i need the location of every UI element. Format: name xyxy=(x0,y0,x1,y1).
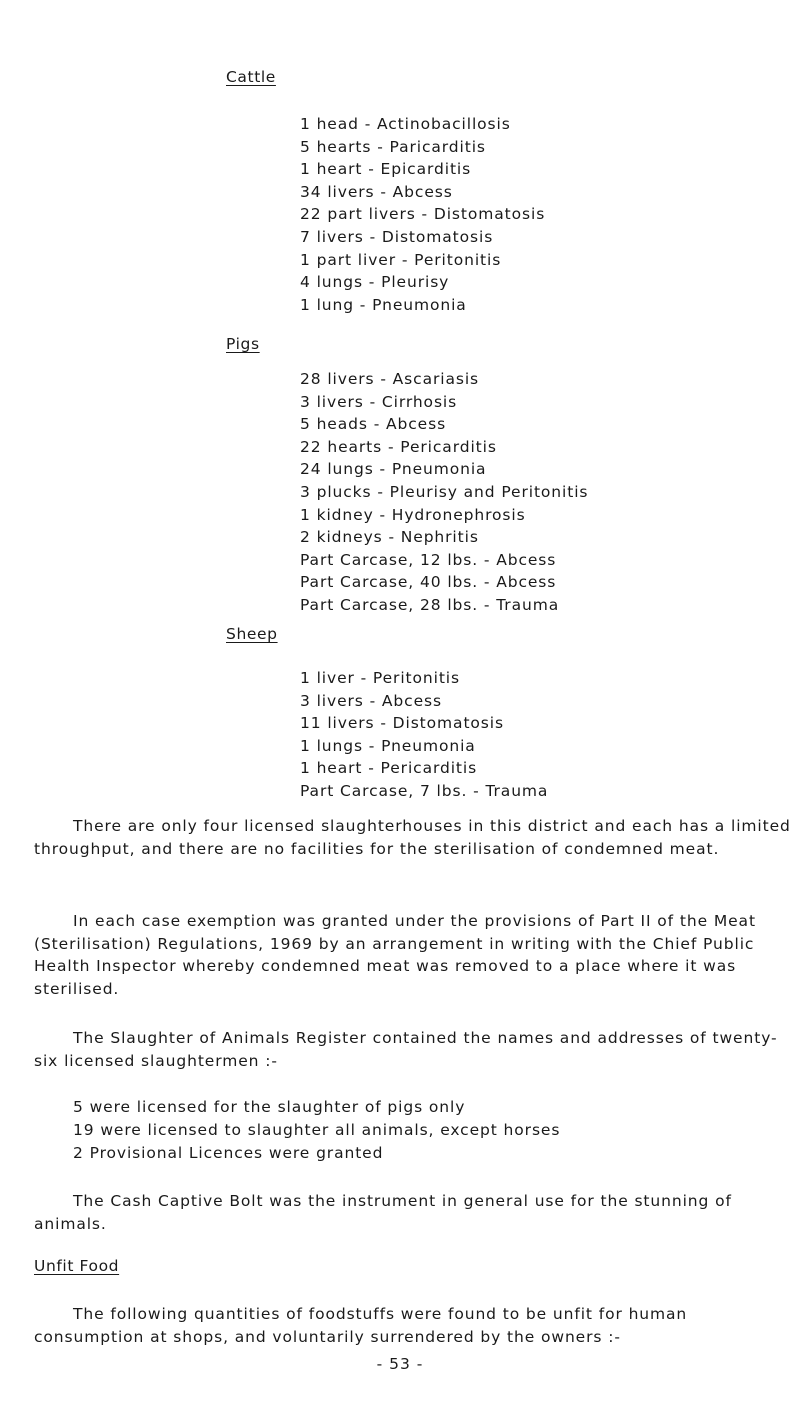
list-item: 3 plucks - Pleurisy and Peritonitis xyxy=(300,482,589,501)
list-item: 1 head - Actinobacillosis xyxy=(300,115,511,133)
page-number: - 53 - xyxy=(376,1355,424,1373)
list-item: 2 Provisional Licences were granted xyxy=(73,1144,384,1162)
list-item: 5 heads - Abcess xyxy=(300,415,447,434)
list-item: 1 kidney - Hydronephrosis xyxy=(300,505,526,524)
unfit-food-heading: Unfit Food xyxy=(34,1257,120,1275)
pigs-list xyxy=(300,368,588,617)
list-item: Part Carcase, 12 lbs. - Abcess xyxy=(300,550,557,569)
list-item: 1 part liver - Peritonitis xyxy=(300,250,502,269)
list-item: 1 liver - Peritonitis xyxy=(300,669,460,687)
list-item: 7 livers - Distomatosis xyxy=(300,227,494,246)
list-item: 28 livers - Ascariasis xyxy=(300,370,480,388)
list-item: 24 lungs - Pneumonia xyxy=(300,460,487,479)
list-item: Part Carcase, 28 lbs. - Trauma xyxy=(300,595,560,614)
pigs-heading: Pigs xyxy=(226,335,260,353)
list-item: 1 heart - Pericarditis xyxy=(300,759,478,778)
list-item: 34 livers - Abcess xyxy=(300,182,453,201)
list-item: 1 lung - Pneumonia xyxy=(300,295,467,314)
cattle-heading: Cattle xyxy=(226,68,276,86)
captive-bolt-paragraph: The Cash Captive Bolt was the instrument in general use for the stunning of animals. xyxy=(34,1192,732,1233)
list-item: 2 kidneys - Nephritis xyxy=(300,528,479,547)
exemption-paragraph: In each case exemption was granted under the provisions of Part II of the Meat (Sterilisation) Regulations, 1969 by an arrangement in writing with the Chief Public Health Inspector whereby condemned meat was removed to a place where it was sterilised. xyxy=(34,912,756,998)
list-item: 19 were licensed to slaughter all animals, except horses xyxy=(73,1121,561,1139)
licences-list xyxy=(73,1096,560,1165)
list-item: 5 were licensed for the slaughter of pigs only xyxy=(73,1098,466,1116)
sheep-list xyxy=(300,667,548,803)
sheep-heading: Sheep xyxy=(226,625,278,643)
list-item: 5 hearts - Paricarditis xyxy=(300,137,486,156)
list-item: 3 livers - Abcess xyxy=(300,691,442,710)
register-paragraph: The Slaughter of Animals Register contained the names and addresses of twenty-six licensed slaughtermen :- xyxy=(34,1029,778,1070)
list-item: Part Carcase, 7 lbs. - Trauma xyxy=(300,781,549,800)
list-item: 11 livers - Distomatosis xyxy=(300,714,504,733)
list-item: Part Carcase, 40 lbs. - Abcess xyxy=(300,573,557,592)
foodstuffs-paragraph: The following quantities of foodstuffs were found to be unfit for human consumption at shops, and voluntarily surrendered by the owners :- xyxy=(34,1305,688,1346)
list-item: 1 lungs - Pneumonia xyxy=(300,736,476,755)
list-item: 3 livers - Cirrhosis xyxy=(300,392,458,411)
slaughterhouses-paragraph: There are only four licensed slaughterhouses in this district and each has a limited throughput, and there are no facilities for the sterilisation of condemned meat. xyxy=(34,817,791,858)
list-item: 4 lungs - Pleurisy xyxy=(300,273,450,292)
list-item: 22 part livers - Distomatosis xyxy=(300,205,546,224)
cattle-list xyxy=(300,113,545,316)
list-item: 1 heart - Epicarditis xyxy=(300,160,472,179)
list-item: 22 hearts - Pericarditis xyxy=(300,437,497,456)
